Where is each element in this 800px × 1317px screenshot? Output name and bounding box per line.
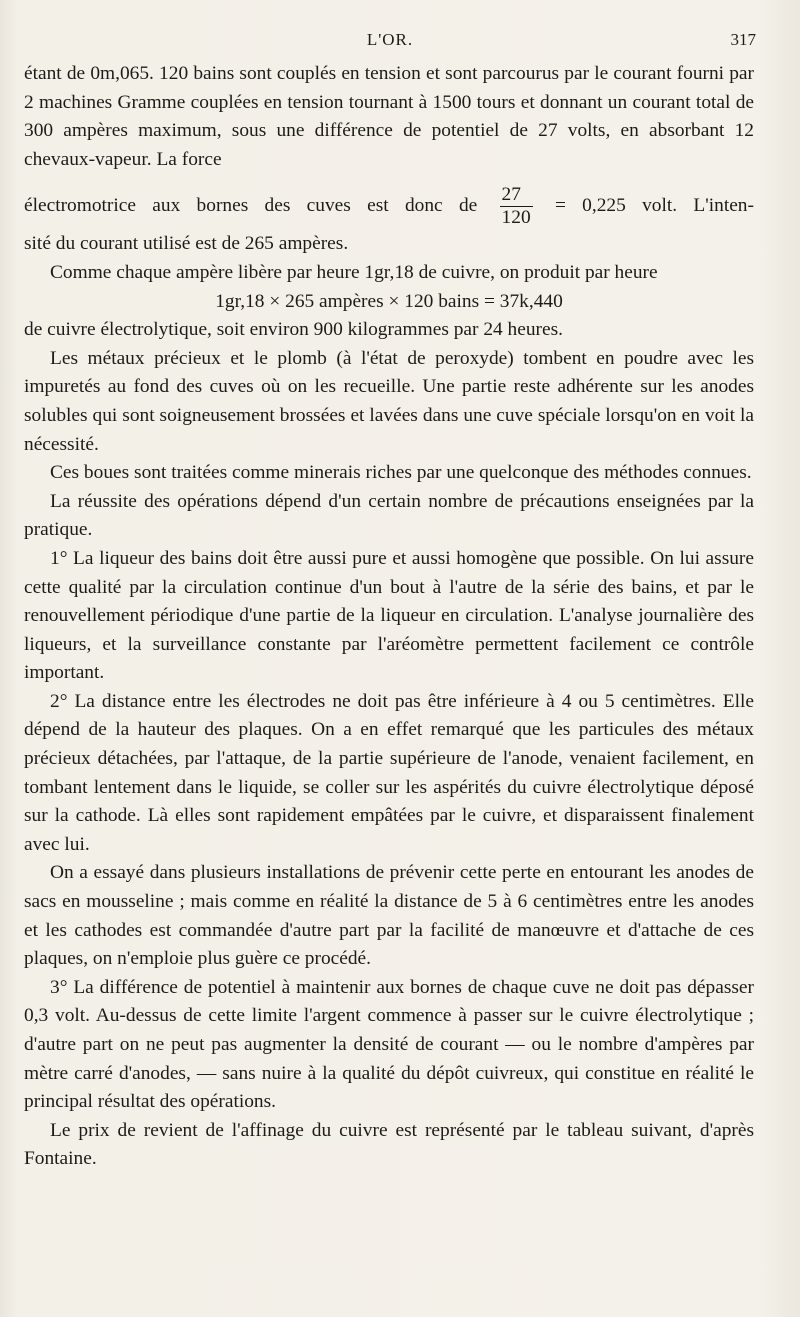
paragraph-1-end: sité du courant utilisé est de 265 ampères. [24, 233, 349, 255]
paragraph-4: Les métaux précieux et le plomb (à l'état de peroxyde) tombent en poudre avec les impuretés au fond des cuves où on les recueille. Une partie reste adhérente sur les anodes solubles qui sont soigneusement brossées et lavées dans une cuve spéciale lorsqu'on en voit la nécessité. [24, 347, 754, 455]
paragraph-1: étant de 0m,065. 120 bains sont couplés en tension et sont parcourus par le courant fourni par 2 machines Gramme couplées en tension tournant à 1500 tours et donnant un courant total de 300 ampères maximum, sous une différence de potentiel de 27 volts, en absorbant 12 chevaux-vapeur. La force [24, 63, 754, 170]
paragraph-10: 3° La différence de potentiel à maintenir aux bornes de chaque cuve ne doit pas dépasser 0,3 volt. Au-dessus de cette limite l'argent commence à passer sur le cuivre électrolytique ; d'autre part on ne peut pas augmenter la densité de courant — ou le nombre d'ampères par mètre carré d'anodes, — sans nuire à la qualité du dépôt cuivreux, qui constitue en réalité le principal résultat des opérations. [24, 976, 754, 1113]
running-header [24, 30, 756, 54]
page-number: 317 [730, 30, 756, 49]
fraction [500, 184, 533, 229]
fraction-numerator: 27 [500, 184, 533, 207]
equation: 1gr,18 × 265 ampères × 120 bains = 37k,440 [215, 290, 563, 312]
paragraph-9: On a essayé dans plusieurs installations de prévenir cette perte en entourant les anodes de sacs en mousseline ; mais comme en réalité la distance de 5 à 6 centimètres entre les anodes et les cathodes est commandée d'autre part par la facilité de manœuvre et d'attache de ces plaques, on n'emploie plus guère ce procédé. [24, 862, 754, 970]
paragraph-2: Comme chaque ampère libère par heure 1gr,18 de cuivre, on produit par heure [50, 261, 658, 283]
paragraph-5: Ces boues sont traitées comme minerais riches par une quelconque des méthodes connues. [50, 462, 752, 484]
fraction-line-after: = 0,225 volt. L'inten- [554, 195, 754, 217]
fraction-line-before: électromotrice aux bornes des cuves est donc de [24, 195, 478, 217]
fraction-denominator: 120 [501, 207, 531, 229]
fraction-line [24, 174, 754, 230]
paragraph-7: 1° La liqueur des bains doit être aussi pure et aussi homogène que possible. On lui assure cette qualité par la circulation continue d'un bout à l'autre de la série des bains, et par le renouvellement périodique d'une partie de la liqueur en circulation. L'analyse journalière des liqueurs, et la surveillance constante par l'aréomètre permettent facilement ce contrôle important. [24, 547, 754, 684]
paragraph-6: La réussite des opérations dépend d'un certain nombre de précautions enseignées par la pratique. [24, 490, 754, 541]
paragraph-8: 2° La distance entre les électrodes ne doit pas être inférieure à 4 ou 5 centimètres. Elle dépend de la hauteur des plaques. On a en effet remarqué que les particules des métaux précieux détachées, par l'attaque, de la partie supérieure de l'anode, venaient facilement, en tombant lentement dans le liquide, se coller sur les aspérités du cuivre électrolytique déposé sur la cathode. Là elles sont rapidement empâtées par le cuivre, et disparaissent finalement avec lui. [24, 690, 754, 855]
text-body [24, 60, 754, 1174]
paragraph-3: de cuivre électrolytique, soit environ 900 kilogrammes par 24 heures. [24, 319, 564, 341]
header-title: L'OR. [366, 30, 414, 49]
paragraph-11: Le prix de revient de l'affinage du cuivre est représenté par le tableau suivant, d'après Fontaine. [24, 1119, 754, 1170]
